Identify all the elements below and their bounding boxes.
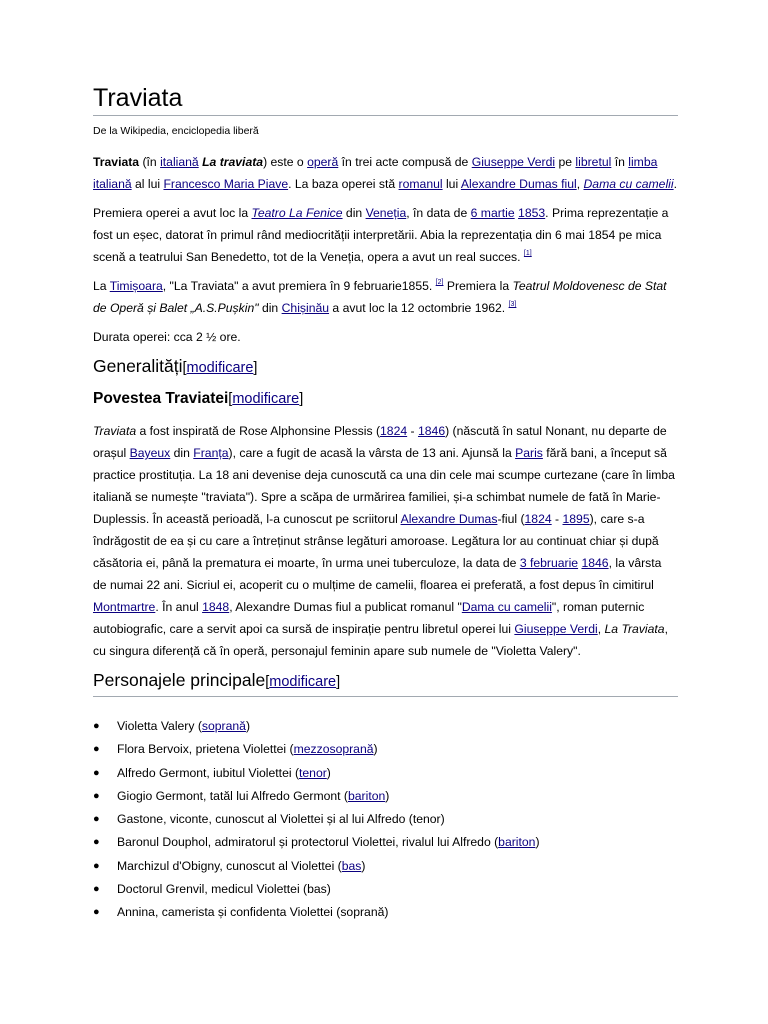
reference-1[interactable]: [1] [523,250,532,257]
text-span: -fiul ( [497,512,525,526]
theatre-name: Teatrul Moldovenesc de Stat de Operă și Balet „A.S.Pușkin" [93,279,667,315]
text-span: ) [326,765,331,780]
text-span: din [342,206,366,220]
text-span: Marchizul d'Obigny, cunoscut al Violettei ( [117,858,342,873]
bullet-icon: ● [93,766,100,779]
link-venetia[interactable]: Veneția [365,206,407,220]
link-1824[interactable]: 1824 [380,424,408,438]
list-item [93,738,678,761]
edit-section-link: [modificare] [265,674,341,690]
link-voice-type[interactable]: soprană [201,719,246,733]
edit-section-link: [modificare] [182,360,258,376]
link-italiana[interactable]: italiană [160,155,199,169]
link-1848[interactable]: 1848 [202,600,230,614]
list-item [93,831,678,854]
edit-link[interactable]: modificare [269,674,337,690]
text-span: ), care s-a îndrăgostit de ea și cu care a întreținut strânse legături amoroase. Legătura lor au continuat chiar și după căsătoria ei, până la prematura ei moarte, în urma unei tuberculoze, la data de [93,512,659,570]
text-span: . În anul [155,600,203,614]
link-dama-cu-camelii[interactable]: Dama cu camelii [461,600,552,614]
link-piave[interactable]: Francesco Maria Piave [163,177,289,191]
text-span: . La baza operei stă [288,177,399,191]
link-voice-type[interactable]: bas [341,858,362,873]
text-span: Premiera la [443,279,513,293]
bullet-icon: ● [93,743,100,756]
text-span: Baronul Douphol, admiratorul și protectorul Violettei, rivalul lui Alfredo ( [117,835,499,850]
text-span: Alfredo Germont, iubitul Violettei ( [117,765,299,780]
list-item [93,808,678,831]
text-span: Doctorul Grenvil, medicul Violettei (bas) [117,882,331,897]
heading-text: Povestea Traviatei [93,390,229,407]
link-dama-cu-camelii[interactable] [584,177,674,191]
link-limba-italiana[interactable]: limba italiană [93,155,658,191]
text-span: al lui [131,177,164,191]
link-1853[interactable]: 1853 [518,206,546,220]
text-span: în [611,155,629,169]
link-1824[interactable]: 1824 [524,512,552,526]
text-span: - [407,424,418,438]
text-span: din [170,446,194,460]
link-opera[interactable]: operă [307,155,339,169]
text-span: , [597,622,605,636]
text-span: Gastone, viconte, cunoscut al Violettei și al lui Alfredo (tenor) [117,812,445,827]
bullet-icon: ● [93,836,100,849]
duration-paragraph: Durata operei: cca 2 ½ ore. [93,330,241,344]
bullet-icon: ● [93,859,100,872]
link-libretul[interactable]: libretul [575,155,612,169]
text-span: ) [385,788,390,803]
section-heading-generalitati [93,354,678,382]
premiere-paragraph [93,202,678,268]
site-tagline: De la Wikipedia, enciclopedia liberă [93,125,259,137]
text-span: La [93,279,110,293]
text-span: ) [535,835,540,850]
text-span: în trei acte compusă de [338,155,472,169]
text-span: ) [245,719,251,733]
story-paragraph [93,420,678,662]
link-voice-type[interactable]: bariton [498,835,536,850]
text-span: Violetta Valery ( [117,719,202,733]
text-span: ", roman puternic autobiografic, care a servit apoi ca sursă de inspirație pentru libretul operei lui [93,600,645,636]
text-span: (în [139,155,161,169]
intro-original-title: La traviata [202,155,264,169]
list-item [93,901,678,924]
bullet-icon: ● [93,813,100,826]
link-bayeux[interactable]: Bayeux [129,446,171,460]
text-span: a fost inspirată de Rose Alphonsine Plessis ( [136,424,381,438]
link-timisoara[interactable]: Timișoara [109,279,163,293]
text-span: ) [361,858,366,873]
link-voice-type[interactable]: mezzosoprană [293,742,374,757]
bullet-icon: ● [93,720,100,732]
link-alexandre-dumas[interactable]: Alexandre Dumas [400,512,498,526]
text-span: din [258,301,282,315]
text-span: . [673,177,677,191]
text-span: , cu singura diferență că în operă, personajul feminin apare sub numele de "Violetta Valery". [93,622,668,658]
page-title: Traviata [93,82,678,116]
list-item [93,715,678,738]
text-span: pe [555,155,576,169]
link-1846[interactable]: 1846 [581,556,609,570]
italic-title: Traviata [93,424,137,438]
text-span: ) [373,742,378,757]
text-span: Annina, camerista și confidenta Violettei (soprană) [117,905,389,920]
bullet-icon: ● [93,883,100,896]
link-text: Teatro La Fenice [251,206,343,220]
link-6-martie[interactable]: 6 martie [470,206,515,220]
list-item [93,878,678,901]
text-span: , în data de [406,206,471,220]
link-giuseppe-verdi[interactable]: Giuseppe Verdi [514,622,598,636]
section-heading-personaje [93,668,678,697]
link-franta[interactable]: Franța [193,446,229,460]
text-span: - [551,512,563,526]
local-premiere-paragraph [93,275,678,319]
link-teatro-la-fenice[interactable] [252,206,343,220]
link-montmartre[interactable]: Montmartre [93,600,156,614]
link-giuseppe-verdi[interactable]: Giuseppe Verdi [471,155,556,169]
italic-title: La Traviata [604,622,665,636]
section-heading-povestea [93,388,678,410]
edit-link[interactable]: modificare [186,360,254,376]
link-3-februarie[interactable]: 3 februarie [519,556,579,570]
text-span: ) este o [263,155,308,169]
text-span: fără bani, a început să practice prostituția. La 18 ani devenise deja cunoscută ca una din cele mai scumpe curtezane (care în limba italiană se numește "traviata"). Spre a scăpa de urmărirea familiei, și-a schimbat numele de fată în Marie-Duplessis. În această perioadă, l-a cunoscut pe scriitorul [93,446,675,526]
link-alexandre-dumas-fiul[interactable]: Alexandre Dumas fiul [460,177,577,191]
text-span: , "La Traviata" a avut premiera în 9 februarie1855. [162,279,436,293]
bullet-icon: ● [93,906,100,919]
article-content [93,82,678,925]
text-span: , Alexandre Dumas fiul a publicat romanul " [229,600,462,614]
heading-text: Generalități [93,356,183,376]
link-voice-type[interactable]: tenor [299,765,327,780]
text-span: , la vârsta de numai 22 ani. Sicriul ei, acoperit cu o mulțime de camelii, floarea ei preferată, a fost depus în cimitirul [93,556,662,592]
heading-text: Personajele principale [93,670,266,690]
reference-2[interactable]: [2] [435,279,444,286]
link-1895[interactable]: 1895 [562,512,590,526]
text-span: Premiera operei a avut loc la [93,206,252,220]
text-span: . Prima reprezentație a fost un eșec, datorat în primul rând mediocrității interpretării. Abia la reprezentația din 6 mai 1854 pe mica scenă a teatrului San Benedetto, tot de la Veneția, opera a avut un real succes. [93,206,669,264]
reference-3[interactable]: [3] [508,301,517,308]
link-paris[interactable]: Paris [515,446,543,460]
list-item [93,855,678,878]
text-span: , [576,177,584,191]
text-span: lui [442,177,461,191]
link-chisinau[interactable]: Chișinău [281,301,330,315]
list-item [93,762,678,785]
text-span: ), care a fugit de acasă la vârsta de 13 ani. Ajunsă la [228,446,516,460]
characters-list [93,715,678,925]
text-span: a avut loc la 12 octombrie 1962. [329,301,509,315]
text-span: Flora Bervoix, prietena Violettei ( [117,742,294,757]
edit-section-link: [modificare] [228,391,304,407]
link-text: Dama cu camelii [583,177,674,191]
text-span: ) (născută în satul Nonant, nu departe de orașul [93,424,667,460]
link-voice-type[interactable]: bariton [348,788,386,803]
text-span: Giogio Germont, tatăl lui Alfredo Germont ( [117,788,348,803]
link-1846[interactable]: 1846 [417,424,446,438]
edit-link[interactable]: modificare [232,391,300,407]
intro-paragraph [93,151,678,195]
link-romanul[interactable]: romanul [398,177,443,191]
intro-bold-title: Traviata [93,155,140,169]
list-item [93,785,678,808]
bullet-icon: ● [93,789,100,802]
